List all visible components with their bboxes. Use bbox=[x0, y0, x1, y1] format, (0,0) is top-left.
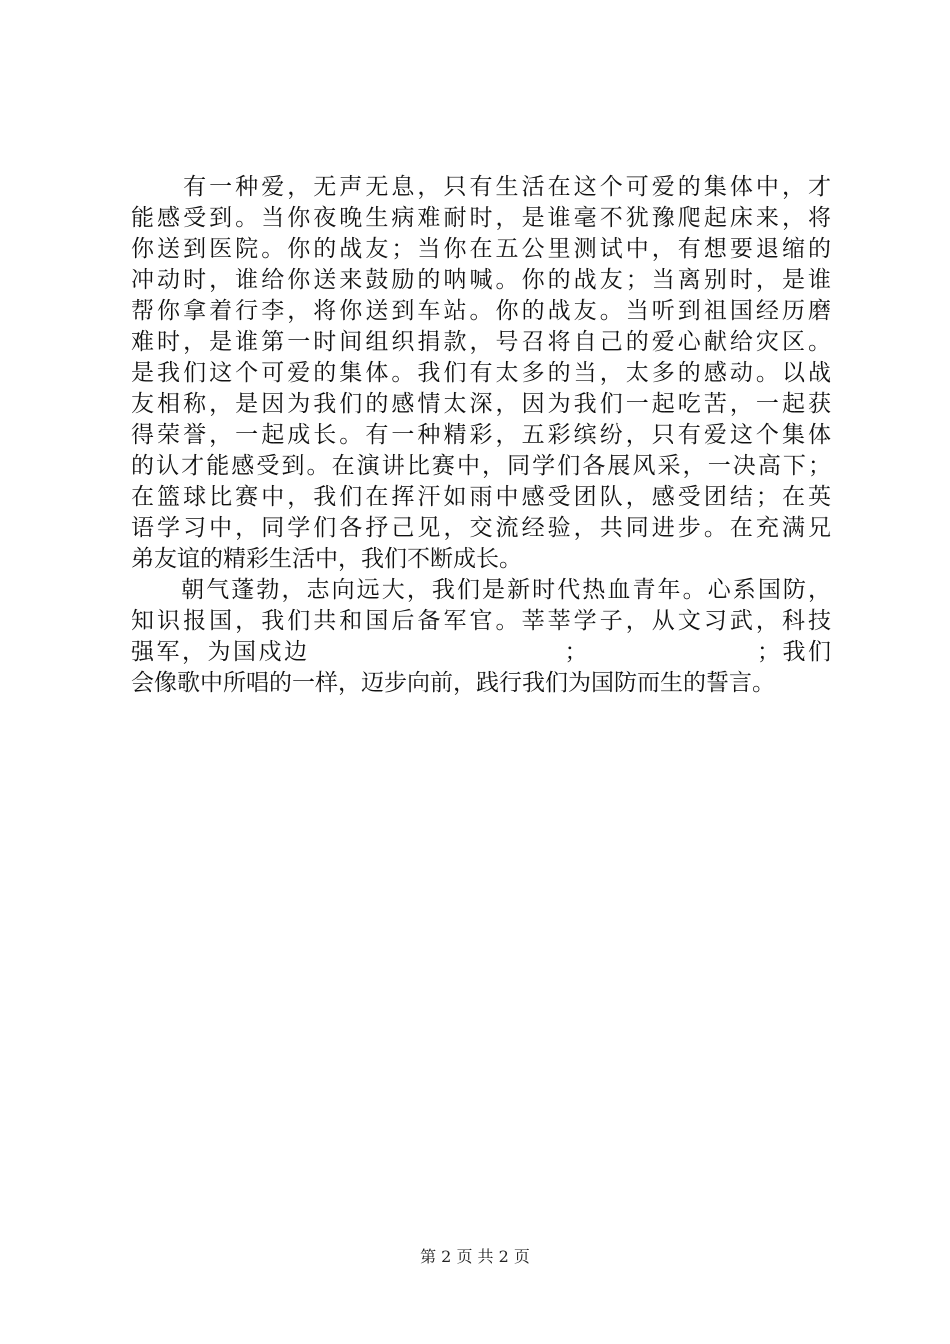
text-line: 语学习中，同学们各抒己见，交流经验，共同进步。在充满兄 bbox=[131, 515, 831, 541]
text-line: 的认才能感受到。在演讲比赛中，同学们各展风采，一决高下； bbox=[131, 453, 831, 479]
paragraph-1 bbox=[131, 172, 831, 575]
text-line: 帮你拿着行李，将你送到车站。你的战友。当听到祖国经历磨 bbox=[131, 298, 831, 324]
text-line: 得荣誉，一起成长。有一种精彩，五彩缤纷，只有爱这个集体 bbox=[131, 422, 831, 448]
text-line: 难时，是谁第一时间组织捐款，号召将自己的爱心献给灾区。 bbox=[131, 329, 831, 355]
page-footer: 第 2 页 共 2 页 bbox=[420, 1247, 530, 1266]
document-body bbox=[131, 172, 831, 699]
text-line: 在篮球比赛中，我们在挥汗如雨中感受团队，感受团结；在英 bbox=[131, 484, 831, 510]
text-line: 你送到医院。你的战友；当你在五公里测试中，有想要退缩的 bbox=[131, 236, 831, 262]
text-line: 会像歌中所唱的一样，迈步向前，践行我们为国防而生的誓言。 bbox=[131, 670, 775, 696]
text-line: 弟友谊的精彩生活中，我们不断成长。 bbox=[131, 546, 522, 572]
text-line: 友相称，是因为我们的感情太深，因为我们一起吃苦，一起获 bbox=[131, 391, 831, 417]
text-line: 朝气蓬勃，志向远大，我们是新时代热血青年。心系国防， bbox=[131, 577, 831, 603]
text-line: 强军，为国戍边 ； ；我们 bbox=[131, 639, 831, 665]
text-line: 是我们这个可爱的集体。我们有太多的当，太多的感动。以战 bbox=[131, 360, 831, 386]
paragraph-2 bbox=[131, 575, 831, 699]
text-line: 冲动时，谁给你送来鼓励的呐喊。你的战友；当离别时，是谁 bbox=[131, 267, 831, 293]
text-line: 能感受到。当你夜晚生病难耐时，是谁毫不犹豫爬起床来，将 bbox=[131, 205, 831, 231]
text-line: 有一种爱，无声无息，只有生活在这个可爱的集体中，才 bbox=[131, 174, 831, 200]
text-line: 知识报国，我们共和国后备军官。莘莘学子，从文习武，科技 bbox=[131, 608, 831, 634]
